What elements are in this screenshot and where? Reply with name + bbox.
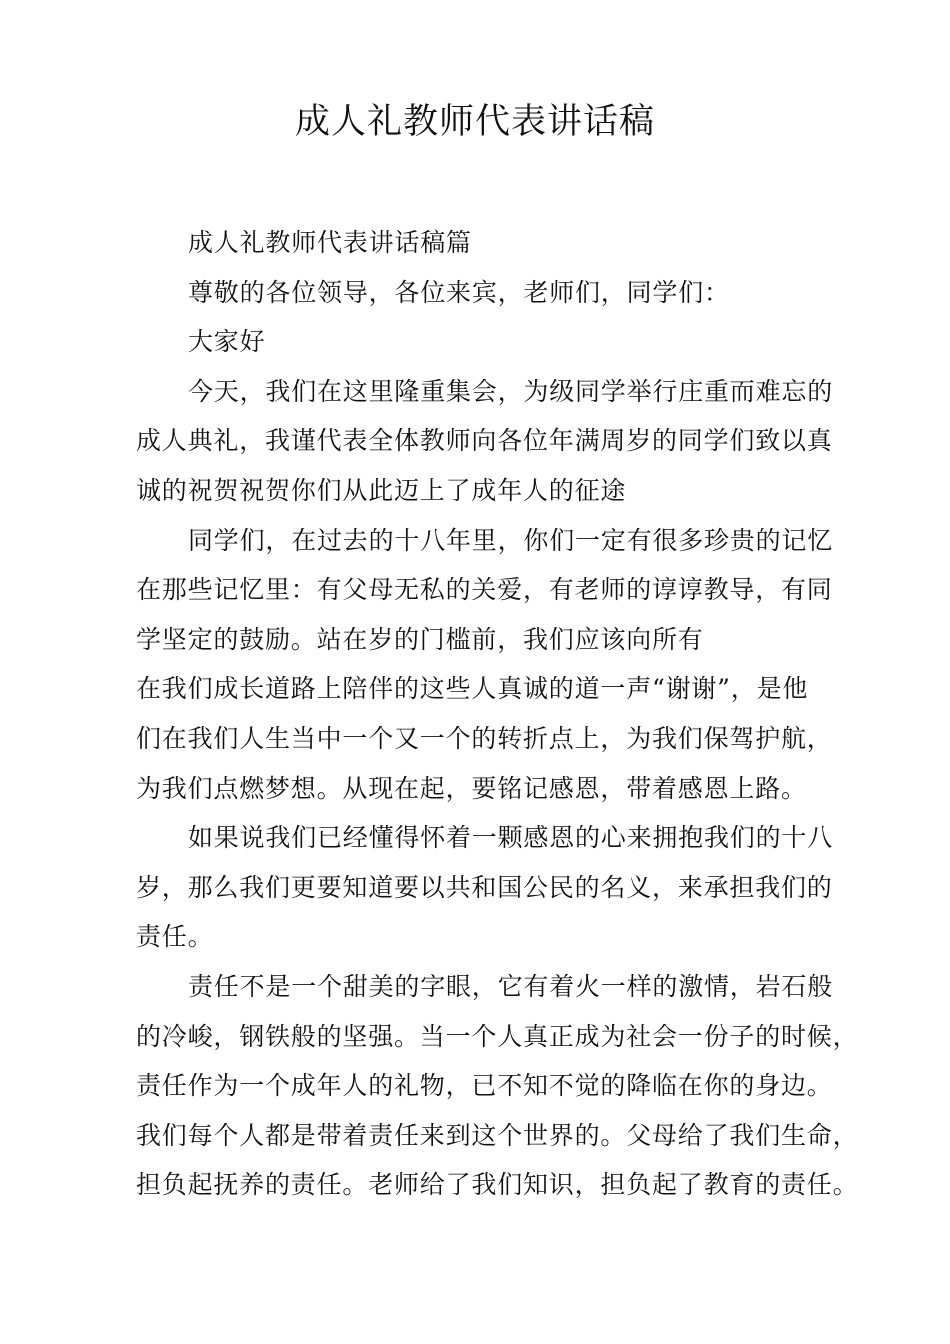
- paragraph-line: 学坚定的鼓励。站在岁的门槛前，我们应该向所有: [136, 624, 704, 654]
- paragraph-line: 责任不是一个甜美的字眼，它有着火一样的激情，岩石般: [188, 971, 834, 1001]
- paragraph-responsibility-intro: [136, 813, 836, 962]
- paragraph-line: 尊敬的各位领导，各位来宾，老师们，同学们：: [188, 277, 730, 307]
- paragraph-line: 同学们，在过去的十八年里，你们一定有很多珍贵的记忆: [188, 525, 834, 555]
- paragraph-gratitude: [136, 664, 836, 813]
- paragraph-line: 责任。: [136, 922, 214, 952]
- paragraph-subtitle: [136, 218, 836, 268]
- paragraph-responsibility: [136, 962, 859, 1210]
- document-title: 成人礼教师代表讲话稿: [294, 102, 655, 142]
- paragraph-line: 责任作为一个成年人的礼物，已不知不觉的降临在你的身边。: [136, 1071, 833, 1101]
- paragraph-line: 大家好: [188, 327, 266, 357]
- paragraph-greeting: [136, 317, 836, 367]
- paragraph-line: 们在我们人生当中一个又一个的转折点上，为我们保驾护航，: [136, 723, 833, 753]
- paragraph-line: 岁，那么我们更要知道要以共和国公民的名义，来承担我们的: [136, 872, 833, 902]
- paragraph-line: 为我们点燃梦想。从现在起，要铭记感恩，带着感恩上路。: [136, 773, 807, 803]
- paragraph-line: 如果说我们已经懂得怀着一颗感恩的心来拥抱我们的十八: [188, 823, 834, 853]
- paragraph-line: 在那些记忆里：有父母无私的关爱，有老师的谆谆教导，有同: [136, 575, 833, 605]
- paragraph-line: 在我们成长道路上陪伴的这些人真诚的道一声“谢谢”，是他: [136, 674, 809, 704]
- paragraph-memories: [136, 516, 836, 665]
- paragraph-line: 我们每个人都是带着责任来到这个世界的。父母给了我们生命，: [136, 1120, 859, 1150]
- document-body: [136, 218, 859, 1210]
- paragraph-salutation: [136, 268, 836, 318]
- paragraph-line: 今天，我们在这里隆重集会，为级同学举行庄重而难忘的: [188, 376, 834, 406]
- paragraph-opening: [136, 367, 836, 516]
- paragraph-line: 担负起抚养的责任。老师给了我们知识，担负起了教育的责任。: [136, 1170, 859, 1200]
- paragraph-line: 诚的祝贺祝贺你们从此迈上了成年人的征途: [136, 475, 627, 505]
- paragraph-line: 成人典礼，我谨代表全体教师向各位年满周岁的同学们致以真: [136, 426, 833, 456]
- paragraph-line: 成人礼教师代表讲话稿篇: [188, 228, 472, 257]
- paragraph-line: 的冷峻，钢铁般的坚强。当一个人真正成为社会一份子的时候，: [136, 1021, 859, 1051]
